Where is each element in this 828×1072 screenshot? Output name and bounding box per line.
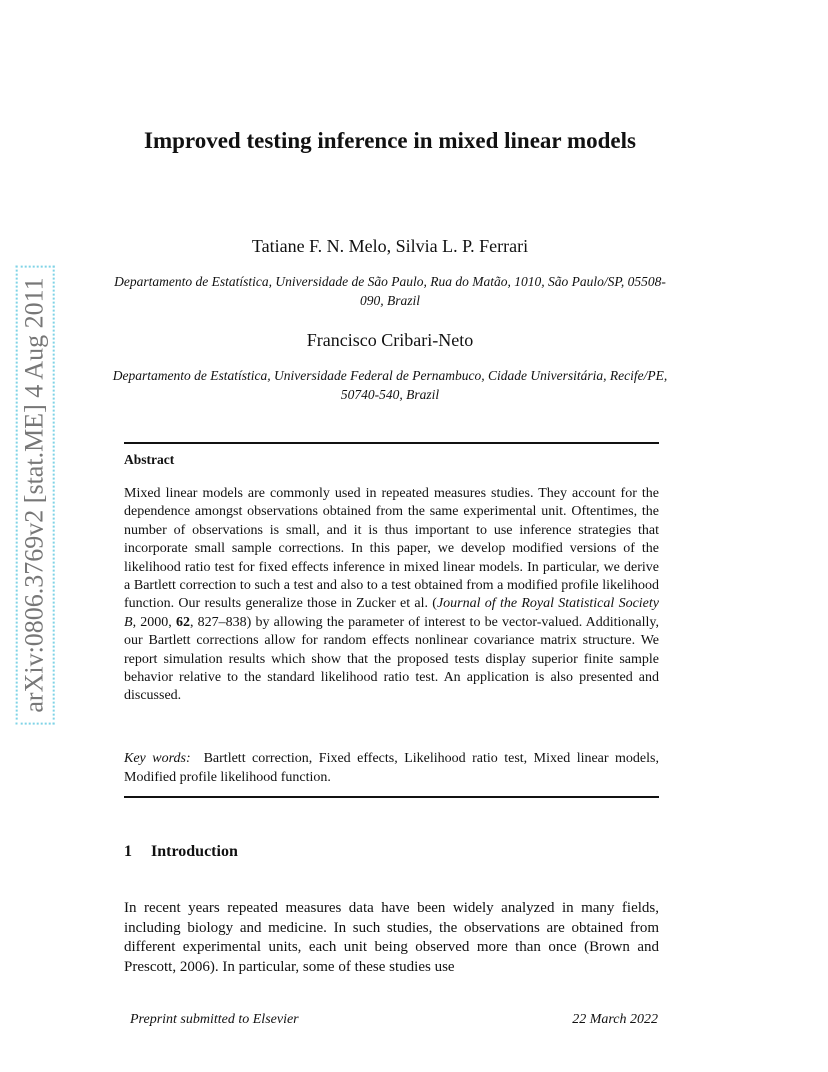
abstract-top-rule [124,442,659,444]
affiliation-ufpe: Departamento de Estatística, Universidade Federal de Pernambuco, Cidade Universitária, Recife/PE, 50740-540, Brazil [112,368,668,402]
page-footer [130,1012,658,1028]
authors-first-group: Tatiane F. N. Melo, Silvia L. P. Ferrari [251,236,529,256]
section-title: Introduction [151,843,238,860]
authors-second-group: Francisco Cribari-Neto [306,330,474,350]
keywords-label: Key words: [124,751,191,766]
abstract-year: , 2000, [132,614,176,630]
introduction-paragraph: In recent years repeated measures data have been widely analyzed in many fields, including biology and medicine. In such studies, the observations are obtained from different experimental units, each unit being observed more than once (Brown and Prescott, 2006). In particular, some of these studies use [124,900,659,975]
paper-title: Improved testing inference in mixed linear models [144,128,636,153]
abstract-bottom-rule [124,796,659,798]
arxiv-identifier[interactable]: arXiv:0806.3769v2 [stat.ME] 4 Aug 2011 [16,265,55,724]
section-number: 1 [124,843,132,860]
footer-date: 22 March 2022 [572,1012,658,1027]
abstract-text-part1: Mixed linear models are commonly used in repeated measures studies. They account for the dependence amongst observations obtained from the same experimental unit. Oftentimes, the number of observations is small, and it is thus important to use inference strategies that incorporate small sample corrections. In this paper, we develop modified versions of the likelihood ratio test for fixed effects inference in mixed linear models. In particular, we derive a Bartlett correction to such a test and also to a test obtained from a modified profile likelihood function. Our results generalize those in Zucker et al. ( [124,486,659,612]
abstract-volume: 62 [175,614,190,630]
arxiv-stamp-container [18,258,52,732]
keywords-text: Bartlett correction, Fixed effects, Likelihood ratio test, Mixed linear models, Modified profile likelihood function. [124,751,659,785]
abstract-text-part2: , 827–838) by allowing the parameter of interest to be vector-valued. Additionally, our Bartlett corrections allow for random effects nonlinear covariance matrix structure. We report simulation results which show that the proposed tests display superior finite sample behavior relative to the standard likelihood ratio test. An application is also presented and discussed. [124,614,660,704]
keywords [124,749,659,787]
section-heading [124,843,238,861]
abstract-heading: Abstract [124,452,175,467]
footer-preprint-note: Preprint submitted to Elsevier [130,1012,299,1027]
affiliation-usp: Departamento de Estatística, Universidade de São Paulo, Rua do Matão, 1010, São Paulo/SP, 05508-090, Brazil [114,274,666,308]
abstract-journal-name: Journal of the Royal Statistical Society B [124,596,659,630]
abstract-text [124,485,659,706]
